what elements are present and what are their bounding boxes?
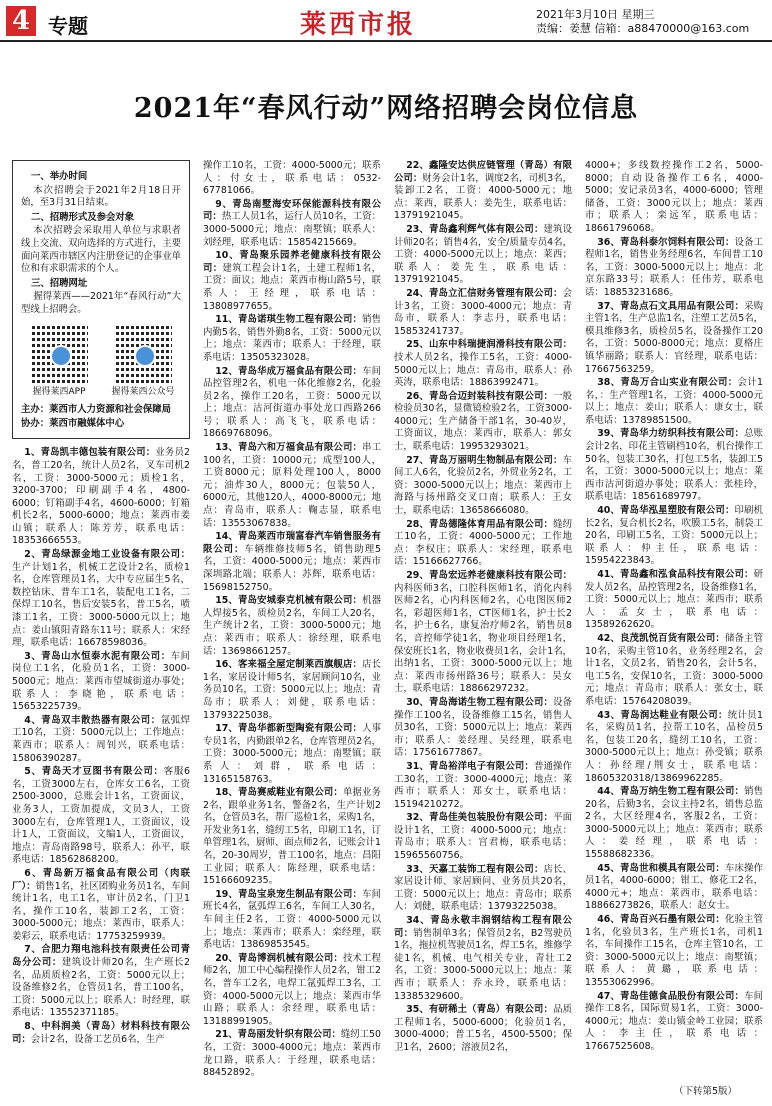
job-listing bbox=[203, 314, 381, 364]
notice-text-url: 握得莱西——2021年“春风行动”大型线上招聘会。 bbox=[21, 291, 181, 315]
company-name: 32、青岛佳美包装股份有限公司： bbox=[406, 812, 554, 824]
job-listing bbox=[203, 250, 381, 313]
qr-caption: 握得莱西APP bbox=[32, 386, 86, 397]
job-details: 客服6名，工资3000左右，仓库女工6名，工资2500-3000，总账会计1名，工资面议，业务3人，工资加提成，文员3人，工资3000左右，仓库管理1人，工资面议，设计1人，工资面议，文编1人，工资面议，地点：青岛南路98号，联系人：孙平，联系电话：18562868200。 bbox=[12, 766, 190, 866]
job-details: 人事专员1名，内勤跟单2名，仓库管理员2名，工资：3000-5000元；地点：南墅镇；联系人：刘群，联系电话：13165158763。 bbox=[203, 723, 381, 785]
company-name: 39、青岛华力纺织科技有限公司： bbox=[597, 428, 745, 440]
job-listing bbox=[394, 391, 572, 454]
company-name: 37、青岛点石文具用品有限公司： bbox=[597, 300, 745, 312]
job-listing bbox=[394, 1004, 572, 1054]
job-details: 串工100名，工资：10000元；成型100人，工资8000元；原料处理100人，8000元；油炸30人，8000元；包装50人，6000元，其他120人，4000-8000元；地点：青岛市，联系人：鞠志显，联系电话：13553067838。 bbox=[203, 442, 381, 529]
job-details: 建筑设计师20名，生产班长2名，品质质检2名，工资：5000元以上；设备维修2名，仓管员1名，普工100名，工资：5000元以上；联系人：时经理，联系电话：13552371185。 bbox=[12, 957, 190, 1019]
job-details: 一般检验员30名，显微镜检验2名，工资3000-4000元；生产储备干部1名，30-40岁，工资面议，地点：莱西市，联系人：郭女士，联系电话：19953293021。 bbox=[394, 390, 572, 453]
company-name: 18、青岛赛威鞋业有限公司： bbox=[215, 787, 343, 799]
job-details: 店长1名，家居设计师5名，家居顾问10名，业务员10名，工资：5000元以上；地点：青岛市；联系人：刘健，联系电话：13793225038。 bbox=[203, 659, 381, 721]
company-name: 6、青岛新万福食品有限公司（肉联厂）： bbox=[12, 867, 190, 892]
job-details: 车床操作员1名，4000-6000；钳工、修花工2名，4000元+；地点：莱西市，联系电话：18866273826，联系人：赵女士。 bbox=[585, 862, 763, 912]
job-listing bbox=[203, 953, 381, 1029]
job-details: 操作工10名，工资：4000-5000元；联系人：付女士，联系电话：0532-67781066。 bbox=[203, 160, 381, 197]
company-name: 45、青岛世和模具有限公司： bbox=[597, 862, 725, 874]
company-name: 43、青岛润达鞋业有限公司： bbox=[597, 709, 728, 721]
job-listing bbox=[585, 505, 763, 568]
job-listing bbox=[203, 659, 381, 722]
company-name: 28、青岛德隆体育用品有限公司： bbox=[406, 518, 554, 530]
job-listing bbox=[203, 442, 381, 530]
company-name: 2、青岛绿源金地工业设备有限公司： bbox=[24, 549, 190, 561]
company-name: 30、青岛海诺生物工程有限公司： bbox=[406, 696, 554, 708]
job-details: 车间工人6名，化验员2名，外贸业务2名，工资：3000-5000元以上；地点：莱西市上海路与扬州路交叉口南；联系人：王女士，联系电话：13658666080。 bbox=[394, 454, 572, 517]
co-sponsor: 协办：莱西市融媒体中心 bbox=[21, 417, 125, 429]
job-details: 印刷机长2名，复合机长2名，吹膜工5名，制袋工20名，印刷工5名，工资：5000元以上；联系人：仲主任，联系电话：15954223843。 bbox=[585, 505, 763, 567]
job-details: 4000+；多线数控操作工2名，5000-8000；自动设备操作工6名，4000-5000；安记录员3名，4000-6000；管理储备，工资：3000元以上；地点：莱西市；联系人：栾远军，联系电话：18661796068。 bbox=[585, 160, 763, 234]
column-3 bbox=[394, 160, 572, 1080]
company-name: 27、青岛万丽明生物制品有限公司： bbox=[406, 454, 563, 466]
job-listing bbox=[12, 944, 190, 1020]
job-details: 业务员2名，普工20名，统计人员2名，叉车司机2名，工资：3000-5000元；质检1名，3200-3700；印刷副手4名，4800-6000；钉箱副手4名，4600-6000；钉箱机长2名，5000-6000；地点：莱西市姜山镇；联系人：陈芳芳，联系电话：18353666553。 bbox=[12, 447, 190, 547]
notice-heading-url: 三、招聘网址 bbox=[31, 277, 88, 289]
notice-text-format: 本次招聘会采取用人单位与求职者线上交流、双向选择的方式进行，主要面向莱西市辖区内注册登记的企事业单位和有求职需求的个人。 bbox=[21, 225, 181, 275]
company-name: 11、青岛诺琪生物工程有限公司： bbox=[215, 314, 363, 326]
company-name: 47、青岛佳德食品股份有限公司： bbox=[597, 990, 745, 1002]
column-4 bbox=[585, 160, 763, 1080]
job-details: 热工人员1名，运行人员10名，工资：3000-5000元；地点：南墅镇；联系人：刘经理，联系电话：15854215669。 bbox=[203, 211, 381, 248]
job-details: 内科医师3名，口腔科医师1名，消化内科医师2名，心内科医师2名，心电图医师2名，彩超医师1名，CT医师1名，护士长2名，护士6名，康复治疗师2名，销售员8名，音控师学徒1名，物业项目经理1名，保安班长1名，物业收费员1名，会计1名，出纳1名，工资：3000-5000元以上；地点：莱西市扬州路36号；联系人：吴女士，联系电话：18866297232。 bbox=[394, 582, 572, 695]
column-2 bbox=[203, 160, 381, 1080]
company-name: 31、青岛裕洋电子有限公司： bbox=[406, 760, 534, 772]
job-listing bbox=[585, 569, 763, 632]
notice-heading-format: 二、招聘形式及参会对象 bbox=[31, 211, 135, 223]
job-listing bbox=[394, 455, 572, 518]
company-name: 38、青岛万合山实业有限公司： bbox=[597, 377, 738, 389]
job-listing bbox=[12, 766, 190, 867]
job-listing bbox=[203, 199, 381, 249]
editor-info: 责编：姜慧 信箱：a88470000@163.com bbox=[536, 22, 750, 35]
job-listing bbox=[585, 377, 763, 427]
qr-wechat bbox=[105, 325, 181, 399]
company-name: 17、青岛华都新型陶瓷有限公司： bbox=[215, 723, 363, 735]
job-details: 技术工程师2名，加工中心编程操作人员2名，钳工2名，普车工2名，电焊工氩弧焊工3名，工资：4000-5000元以上；地点：莱西市华山路；联系人：余经理，联系电话：13188991905。 bbox=[203, 952, 381, 1027]
newspaper-masthead: 莱西市报 bbox=[300, 10, 417, 40]
job-listing bbox=[394, 519, 572, 569]
company-name: 36、青岛科泰尔饲料有限公司： bbox=[597, 236, 735, 248]
company-name: 1、青岛凯丰德包装有限公司： bbox=[24, 447, 156, 459]
company-name: 3、青岛山水恒泰水泥有限公司： bbox=[24, 650, 171, 662]
company-name: 21、青岛丽发针织有限公司： bbox=[215, 1029, 341, 1041]
job-listing bbox=[394, 915, 572, 1003]
job-listing bbox=[203, 160, 381, 198]
job-details: 会计1名，：生产管理1名，工资：4000-5000元以上；地点：姜山；联系人：康女士，联系电话：13789851500。 bbox=[585, 377, 763, 426]
article-body bbox=[12, 160, 764, 1080]
job-details: 建筑工程会计1名，土建工程师1名，工资：面议；地点：莱西市梅山路5号，联系人：王经理，联系电话：13808977655。 bbox=[203, 262, 381, 312]
job-details: 车间岗位工1名，化验员1名，工资：3000-5000元；地点：莱西市望城街道办事处；联系人：李晓艳，联系电话：15653225739。 bbox=[12, 650, 190, 713]
page-headline: 2021年“春风行动”网络招聘会岗位信息 bbox=[133, 93, 639, 124]
company-name: 20、青岛博润机械有限公司： bbox=[215, 952, 343, 964]
continued-note: （下转第5版） bbox=[674, 1086, 738, 1097]
job-listing bbox=[394, 288, 572, 338]
header-rule bbox=[0, 40, 772, 42]
job-details: 总账会计2名，印花主管刷档10名，机台操作工50名，包装工30名，打包工5名，装卸工5名，工资：3000-5000元以上；地点：莱西市沽河街道办事处；联系人：张桂玲，联系电话：18561689797。 bbox=[585, 428, 763, 503]
job-listing bbox=[394, 570, 572, 696]
notice-text-time: 本次招聘会于2021年2月18日开始，至3月31日结束。 bbox=[21, 184, 181, 209]
company-name: 10、青岛聚乐园养老健康科技有限公司： bbox=[203, 250, 381, 274]
job-details: 品质工程师1名，5000-6000；化验员1名，3000-4000；普工5名，4500-5500；保卫1名，2600；溶液员2名， bbox=[394, 1004, 572, 1053]
company-name: 46、青岛百兴石墨有限公司： bbox=[597, 914, 725, 926]
issue-meta bbox=[536, 8, 749, 36]
job-listing bbox=[12, 651, 190, 714]
company-name: 42、良茂凯悦百货有限公司： bbox=[597, 632, 725, 644]
job-details: 氩弧焊工10名，工资：5000元以上；工作地点：莱西市；联系人：周钊兴，联系电话：15806390287。 bbox=[12, 714, 190, 764]
job-listing bbox=[585, 160, 763, 236]
qr-app bbox=[21, 325, 97, 399]
company-name: 22、鑫隆安达供应链管理（青岛）有限公司： bbox=[394, 160, 572, 184]
company-name: 14、青岛莱西市瑞富春汽车销售服务有限公司： bbox=[203, 531, 381, 555]
company-name: 4、青岛双丰散热器有限公司： bbox=[24, 714, 161, 726]
company-name: 29、青岛宏远养老健康科技有限公司： bbox=[406, 570, 572, 581]
company-name: 8、中科润美（青岛）材料科技有限公司： bbox=[12, 1021, 190, 1045]
company-name: 35、有研稀土（青岛）有限公司： bbox=[406, 1004, 554, 1016]
job-listing bbox=[394, 761, 572, 811]
job-listing bbox=[585, 863, 763, 913]
job-details: 建筑设计师20名；销售4名，安全/质量专员4名，工资：4000-5000元以上；地点：莱西；联系人：姜先生，联系电话：13791921045。 bbox=[394, 223, 572, 286]
page-header bbox=[0, 0, 772, 40]
company-name: 13、青岛六和万福食品有限公司： bbox=[215, 442, 363, 454]
section-title: 专题 bbox=[48, 14, 88, 38]
job-listing bbox=[12, 549, 190, 650]
qr-code-icon bbox=[30, 325, 88, 383]
job-listing bbox=[585, 710, 763, 786]
job-details: 店长、家居设计师、家居顾问、业务员共20名，工资：5000元以上；地点：青岛市；联系人：刘健，联系电话：13793225038。 bbox=[394, 863, 572, 913]
job-listing bbox=[203, 889, 381, 952]
company-name: 9、青岛南墅海安环保能源科技有限公司： bbox=[203, 198, 381, 223]
job-details: 会计2名，设备工艺员6名，生产 bbox=[30, 1033, 165, 1045]
job-details: 销售内勤5名，销售外勤8名，工资：5000元以上；地点：莱西市；联系人：于经理，联系电话：13505323028。 bbox=[203, 314, 381, 363]
notice-heading-time: 一、举办时间 bbox=[31, 171, 88, 182]
company-name: 24、青岛立汇信财务管理有限公司： bbox=[406, 287, 563, 299]
job-listing bbox=[585, 633, 763, 709]
job-listing bbox=[203, 366, 381, 442]
page-number: 4 bbox=[6, 6, 36, 36]
job-listing bbox=[585, 786, 763, 862]
job-details: 财务会计1名，调度2名，司机3名，装卸工2名，工资：4000-5000元；地点：莱西，联系人：姜先生，联系电话：13791921045。 bbox=[394, 172, 572, 222]
company-name: 25、山东中科瑞捷润滑科技有限公司： bbox=[406, 339, 572, 351]
qr-code-icon bbox=[114, 325, 172, 383]
issue-date: 2021年3月10日 星期三 bbox=[536, 8, 655, 21]
job-listing bbox=[12, 868, 190, 944]
job-details: 机器人焊接5名，质检员2名，车间工人20名，生产统计2名，工资：3000-5000元；地点：莱西市；联系人：徐经理，联系电话：13698661257。 bbox=[203, 595, 381, 657]
company-name: 44、青岛万纳生物工程有限公司： bbox=[597, 786, 745, 798]
job-details: 车间品控管理2名，机电一体化维修2名，化验员2名，操作工20名，工资：5000元以上；地点：沽河街道办事处龙口西路266号；联系人：高飞飞，联系电话：18669768096。 bbox=[203, 365, 381, 440]
job-listing bbox=[394, 812, 572, 862]
job-details: 储备主管10名，采购主管10名，业务经理2名，会计1名，文员2名，销售20名，会计5名，电工5名，安保10名，工资：3000-5000元；地点：青岛市；联系人：张女士，联系电话：15764208039。 bbox=[585, 632, 763, 707]
job-listing bbox=[203, 787, 381, 888]
company-name: 16、客来福全屋定制莱西旗舰店： bbox=[215, 659, 363, 671]
job-details: 会计3名，工资：3000-4000元；地点：青岛市，联系人：李志丹，联系电话：15853241737。 bbox=[394, 287, 572, 337]
job-details: 研发人员2名，品控管理2名，设备维修1名，工资：5000元以上；地点：莱西市；联系人：孟女士，联系电话：13589262620。 bbox=[585, 569, 763, 631]
qr-caption: 握得莱西公众号 bbox=[111, 386, 175, 397]
job-details: 生产计划1名，机械工艺设计2名，质检1名，仓库管理员1名，大中专应届生5名，数控钻床、普车工1名，装配电工1名，二保焊工10名，售后安装5名，普工5名，喷漆工1名，工资：3000-5000元以上；地点：姜山镇阳青路东11号；联系人：宋经理，联系电话：16678598036。 bbox=[12, 561, 190, 649]
job-details: 普通操作工30名，工资：3000-4000元；地点：莱西市；联系人：郑女士，联系电话：15194210272。 bbox=[394, 760, 572, 810]
job-listing bbox=[585, 428, 763, 504]
job-listing bbox=[585, 991, 763, 1054]
job-listing bbox=[203, 595, 381, 658]
job-details: 设备操作工100名，设备维修工15名，销售人员30名，工资：5000元以上；地点：莱西市；联系人：姜经理、吴经理，联系电话：17561677867。 bbox=[394, 696, 572, 759]
job-listing bbox=[12, 447, 190, 548]
company-name: 33、天嘉工装饰工程有限公司： bbox=[406, 863, 544, 875]
job-listing bbox=[203, 723, 381, 786]
job-listing bbox=[203, 1029, 381, 1079]
job-details: 车辆维修技师5名，销售助理5名，工资：4000-5000元；地点：莱西市深圳路北端；联系人：苏辉，联系电话：15698152750。 bbox=[203, 543, 381, 593]
job-details: 技术人员2名，操作工5名，工资：4000-5000元以上；地点：青岛市，联系人：孙英涛，联系电话：18863992471。 bbox=[394, 351, 572, 389]
company-name: 19、青岛宝泉宠生制品有限公司： bbox=[215, 888, 363, 900]
company-name: 41、青岛鑫和泓食品科技有限公司： bbox=[597, 569, 754, 580]
job-details: 销售20名，后勤3名，会议主持2名，销售总监2名，大区经理4名，客服2名，工资：3000-5000元以上；地点：莱西市；联系人：姜经理，联系电话：15588682336。 bbox=[585, 786, 763, 861]
company-name: 40、青岛华泓星塑胶有限公司： bbox=[597, 505, 735, 517]
job-listing bbox=[12, 715, 190, 765]
job-listing bbox=[394, 697, 572, 760]
job-listing bbox=[394, 339, 572, 389]
company-name: 15、青岛安城泰克机械有限公司： bbox=[215, 595, 363, 607]
job-details: 车间操作工8名，国际贸易1名，工资：3000-4000元；地点：姜山镇金岭工业园；联系人：李主任，联系电话：17667525608。 bbox=[585, 990, 763, 1052]
company-name: 34、青岛永敬丰润钢结构工程有限公司： bbox=[394, 915, 572, 939]
job-details: 统计员1名，采购员1名，拉帮工10名，品检员5名，包装工20名，缝纫工10名，工资：3000-5000元以上；地点：孙受镇；联系人：孙经理/荆女士，联系电话：18605320318/13869962285。 bbox=[585, 709, 763, 784]
company-name: 7、合肥力翔电池科技有限责任公司青岛分公司： bbox=[12, 944, 190, 969]
job-details: 销售1名，社区团购业务员1名，车间统计1名，电工1名，审计员2名，门卫1名，操作工10名，装卸工2名，工资：3000-5000元；地点：莱西市，联系人：姜彩云，联系电话：17753259939。 bbox=[12, 880, 190, 942]
job-details: 采购主管1名，生产总监1名，注塑工艺员5名，模具维修3名，质检员5名，设备操作工20名，工资：5000-8000元；地点：夏格庄镇华丽路；联系人：官经理，联系电话：17667563259。 bbox=[585, 300, 763, 375]
job-listing bbox=[585, 914, 763, 990]
job-listing bbox=[203, 531, 381, 594]
job-listing bbox=[12, 1021, 190, 1046]
notice-box bbox=[12, 160, 190, 439]
company-name: 12、青岛华成万福食品有限公司： bbox=[215, 365, 363, 377]
job-details: 平面设计1名，工资：4000-5000元；地点：青岛市；联系人：宫君梅，联系电话：15965560756。 bbox=[394, 812, 572, 862]
qr-codes bbox=[21, 325, 181, 399]
job-listing bbox=[394, 224, 572, 287]
company-name: 5、青岛天才豆图书有限公司： bbox=[24, 766, 164, 778]
job-details: 缝纫工10名，工资：4000-5000元；工作地点：李权庄；联系人：宋经理，联系电话：15166627766。 bbox=[394, 518, 572, 568]
job-listing bbox=[585, 237, 763, 300]
sponsor: 主办：莱西市人力资源和社会保障局 bbox=[21, 404, 172, 416]
column-1 bbox=[12, 160, 190, 1080]
job-details: 车间班长4名，氩弧焊工6名，车间工人30名，车间主任2名，工资：4000-5000元以上；地点：莱西市；联系人：栾经理，联系电话：13869853545。 bbox=[203, 888, 381, 951]
company-name: 23、青岛鑫利辉气体有限公司： bbox=[406, 223, 544, 235]
job-details: 设备工程师1名，销售业务经理6名，车间普工10名，工资：3000-5000元以上；地点：北京东路33号；联系人：任伟芳，联系电话：18853231686。 bbox=[585, 236, 763, 298]
job-details: 化验主管1名，化验员3名，生产班长1名，司机1名，车间操作工15名，仓库主管10名，工资：3000-5000元以上；地点：南墅镇；联系人：黄璐，联系电话：13553062996。 bbox=[585, 914, 763, 988]
job-listing bbox=[585, 301, 763, 377]
job-details: 缝纫工50名，工资：3000-4000元；地点：莱西市龙口路，联系人：于经理，联系电话：88452892。 bbox=[203, 1029, 381, 1079]
job-details: 单据业务2名，跟单业务1名，警备2名，生产计划2名，仓管员3名，帮厂巡检1名，采购1名，开发业务1名，缝纫工5名，印刷工1名，订单管理1名，厨师、面点师2名，记账会计1名，20-30周岁，普工100名，地点：昌阳工业园；联系人：陈经理，联系电话：15166609235。 bbox=[203, 787, 381, 887]
job-details: 销售制单3名；保管员2名，B2驾驶员1名，拖拉机驾驶员1名，焊工5名，维修学徒1名，机械、电气相关专业，青壮工2名，工资：3000-5000元以上；地点：莱西市；联系人：乔永玲，联系电话：13385329600。 bbox=[394, 927, 572, 1002]
job-listing bbox=[394, 864, 572, 914]
company-name: 26、青岛合迈封装科技有限公司： bbox=[406, 390, 554, 402]
job-listing bbox=[394, 160, 572, 223]
